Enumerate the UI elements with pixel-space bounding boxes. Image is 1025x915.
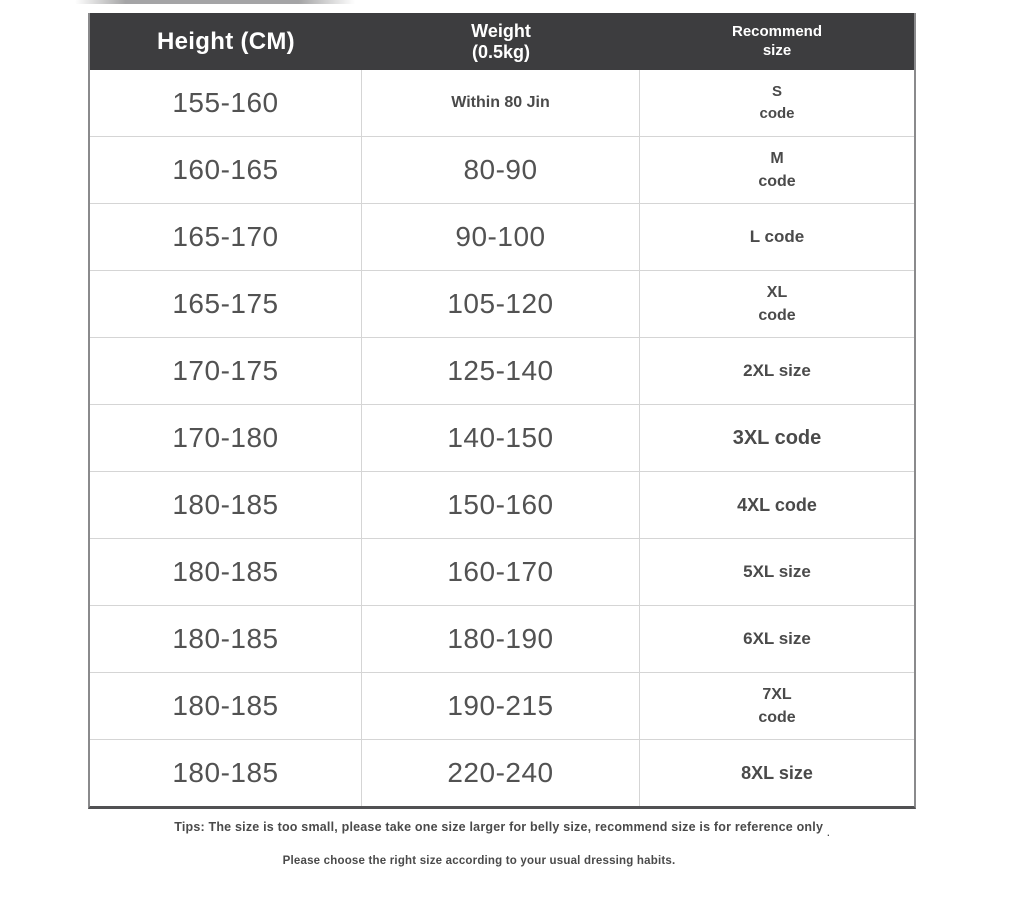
- size-line2: code: [759, 105, 795, 122]
- table-row: [90, 673, 914, 740]
- size-cell: [640, 204, 914, 270]
- weight-cell: 105-120: [362, 271, 640, 337]
- weight-cell: 125-140: [362, 338, 640, 404]
- size-line1: 3XL code: [732, 426, 822, 449]
- table-row: [90, 472, 914, 539]
- header-height: [90, 13, 362, 70]
- tips-line-1: [88, 820, 916, 838]
- size-line1: XL: [766, 283, 788, 301]
- header-height-label: Height (CM): [157, 27, 295, 55]
- weight-cell: Within 80 Jin: [362, 70, 640, 136]
- height-cell: 160-165: [90, 137, 362, 203]
- height-cell: 180-185: [90, 740, 362, 806]
- size-line1: S: [771, 83, 782, 101]
- size-line1: M: [770, 149, 784, 167]
- table-row: [90, 204, 914, 271]
- height-cell: 180-185: [90, 539, 362, 605]
- table-row: [90, 539, 914, 606]
- size-line2: code: [758, 307, 796, 324]
- tips-line-1-mark: .: [827, 828, 830, 838]
- size-line1: L code: [749, 227, 805, 246]
- weight-cell: 190-215: [362, 673, 640, 739]
- weight-cell: 150-160: [362, 472, 640, 538]
- height-cell: 180-185: [90, 472, 362, 538]
- height-cell: 165-175: [90, 271, 362, 337]
- header-weight: [362, 13, 640, 70]
- height-cell: 180-185: [90, 673, 362, 739]
- size-cell: [640, 606, 914, 672]
- size-line2: code: [758, 709, 796, 726]
- height-cell: 155-160: [90, 70, 362, 136]
- height-cell: 170-175: [90, 338, 362, 404]
- weight-cell: 90-100: [362, 204, 640, 270]
- tips-line-2: Please choose the right size according to your usual dressing habits.: [282, 855, 676, 867]
- size-cell: [640, 740, 914, 806]
- table-row: [90, 740, 914, 806]
- size-cell: [640, 338, 914, 404]
- header-size-line1: Recommend: [731, 22, 823, 40]
- size-line1: 4XL code: [737, 494, 817, 515]
- table-row: [90, 338, 914, 405]
- size-cell: [640, 472, 914, 538]
- size-line1: 6XL size: [743, 629, 811, 648]
- tips-line-1-text: Tips: The size is too small, please take one size larger for belly size, recommend size is for reference only: [174, 820, 824, 834]
- table-row: [90, 70, 914, 137]
- table-row: [90, 606, 914, 673]
- table-row: [90, 271, 914, 338]
- weight-cell: 160-170: [362, 539, 640, 605]
- header-size-line2: size: [762, 41, 792, 59]
- size-cell: [640, 539, 914, 605]
- size-cell: [640, 271, 914, 337]
- weight-cell: 140-150: [362, 405, 640, 471]
- scan-artifact: [75, 0, 355, 4]
- size-line2: code: [758, 173, 796, 190]
- table-row: [90, 137, 914, 204]
- size-cell: [640, 70, 914, 136]
- weight-cell: 80-90: [362, 137, 640, 203]
- size-line1: 7XL: [762, 685, 792, 703]
- size-cell: [640, 137, 914, 203]
- size-line1: 5XL size: [743, 562, 811, 581]
- size-line1: 8XL size: [741, 762, 813, 783]
- header-recommend-size: [640, 13, 914, 70]
- table-row: [90, 405, 914, 472]
- header-weight-line2: (0.5kg): [471, 41, 531, 62]
- height-cell: 165-170: [90, 204, 362, 270]
- size-chart-table: [88, 13, 916, 809]
- height-cell: 180-185: [90, 606, 362, 672]
- size-line1: 2XL size: [743, 361, 811, 380]
- table-header-row: [90, 13, 914, 70]
- weight-cell: 220-240: [362, 740, 640, 806]
- size-cell: [640, 405, 914, 471]
- size-cell: [640, 673, 914, 739]
- header-weight-line1: Weight: [471, 20, 531, 41]
- weight-cell: 180-190: [362, 606, 640, 672]
- height-cell: 170-180: [90, 405, 362, 471]
- tips-section: [88, 820, 916, 867]
